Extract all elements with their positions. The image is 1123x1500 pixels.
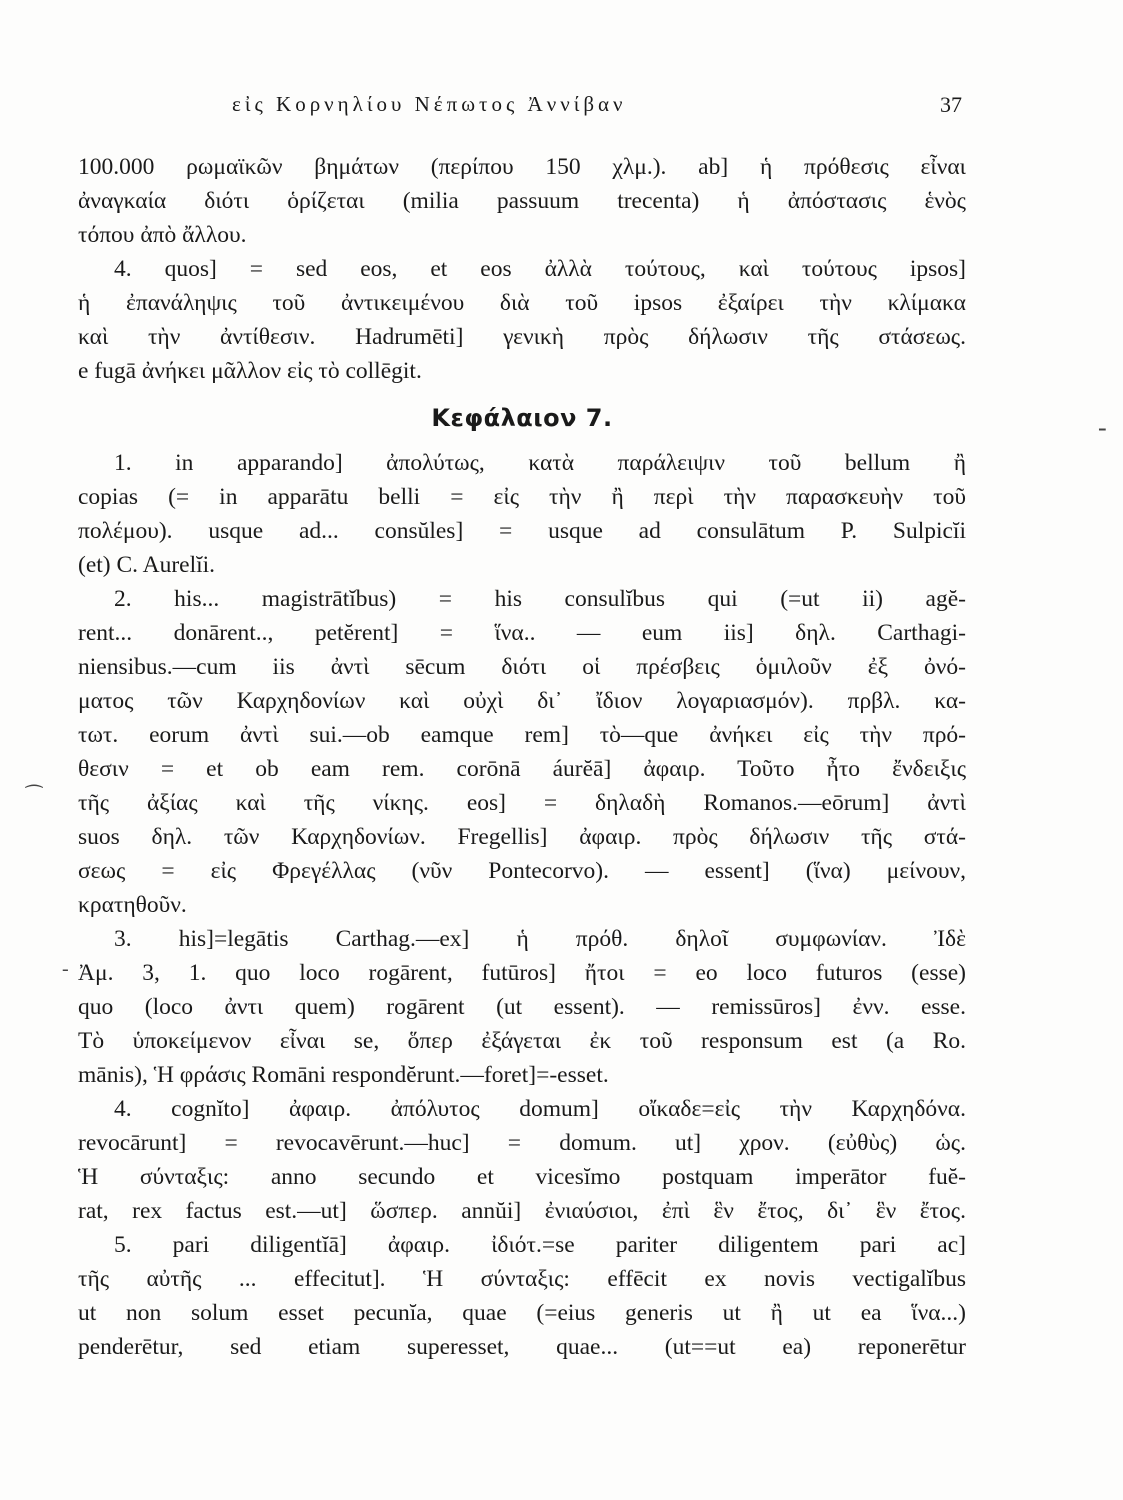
- text-line: 4. cognĭto] ἀφαιρ. ἀπόλυτος domum] οἴκαδε=εἰς τὴν Καρχηδόνα.: [114, 1096, 966, 1122]
- text-line: κρατηθοῦν.: [78, 892, 187, 918]
- text-line: rat, rex factus est.—ut] ὥσπερ. annŭi] ἐνιαύσιοι, ἐπὶ ἓν ἔτος, δι᾽ ἓν ἔτος.: [78, 1198, 966, 1224]
- margin-mark: ⁀: [26, 786, 43, 808]
- text-line: penderētur, sed etiam superesset, quae... (ut==ut ea) reponerētur: [78, 1334, 966, 1360]
- text-line: ἀναγκαία διότι ὁρίζεται (milia passuum trecenta) ἡ ἀπόστασις ἑνὸς: [78, 188, 966, 214]
- commentary-text: [78, 150, 966, 1364]
- text-line: ματος τῶν Καρχηδονίων καὶ οὐχὶ δι᾽ ἴδιον λογαριασμόν). πρβλ. κα-: [78, 688, 966, 714]
- margin-mark: -: [1098, 413, 1107, 442]
- text-line: Ἀμ. 3, 1. quo loco rogārent, futūros] ἤτοι = eo loco futuros (esse): [78, 960, 966, 986]
- text-line: rent... donārent.., petĕrent] = ἵνα.. — eum iis] δηλ. Carthagi-: [78, 620, 966, 646]
- text-line: revocārunt] = revocavērunt.—huc] = domum. ut] χρον. (εὐθὺς) ὡς.: [78, 1130, 966, 1156]
- margin-mark: -: [62, 958, 69, 980]
- chapter-heading: Κεφάλαιον 7.: [431, 404, 613, 432]
- text-line: (et) C. Aurelĭi.: [78, 552, 216, 578]
- text-line: 100.000 ρωμαϊκῶν βημάτων (περίπου 150 χλμ.). ab] ἡ πρόθεσις εἶναι: [78, 154, 966, 180]
- text-line: πολέμου). usque ad... consŭles] = usque ad consulātum P. Sulpicĭi: [78, 518, 966, 544]
- text-line: καὶ τὴν ἀντίθεσιν. Hadrumēti] γενικὴ πρὸς δήλωσιν τῆς στάσεως.: [78, 324, 966, 350]
- text-line: 2. his... magistrātĭbus) = his consulĭbus qui (=ut ii) agĕ-: [114, 586, 966, 612]
- text-line: τῆς ἀξίας καὶ τῆς νίκης. eos] = δηλαδὴ Romanos.—eōrum] ἀντὶ: [78, 790, 966, 816]
- running-header: [232, 92, 962, 122]
- text-line: τόπου ἀπὸ ἄλλου.: [78, 222, 247, 248]
- text-line: Ἡ σύνταξις: anno secundo et vicesĭmo postquam imperātor fuĕ-: [78, 1164, 966, 1190]
- header-title: εἰς Κορνηλίου Νέπωτος Ἀννίβαν: [232, 92, 627, 116]
- text-line: Τὸ ὑποκείμενον εἶναι se, ὅπερ ἐξάγεται ἐκ τοῦ responsum est (a Ro.: [78, 1028, 966, 1054]
- text-line: e fugā ἀνήκει μᾶλλον εἰς τὸ collēgit.: [78, 358, 422, 384]
- text-line: ut non solum esset pecunĭa, quae (=eius generis ut ἢ ut ea ἵνα...): [78, 1300, 966, 1326]
- text-line: quo (loco ἀντι quem) rogārent (ut essent). — remissūros] ἐνν. esse.: [78, 994, 966, 1020]
- page-number: 37: [940, 92, 962, 117]
- text-line: 5. pari diligentĭā] ἀφαιρ. ἰδιότ.=se pariter diligentem pari ac]: [114, 1232, 966, 1258]
- text-line: copias (= in apparātu belli = εἰς τὴν ἢ περὶ τὴν παρασκευὴν τοῦ: [78, 484, 966, 510]
- text-line: ἡ ἐπανάληψις τοῦ ἀντικειμένου διὰ τοῦ ipsos ἐξαίρει τὴν κλίμακα: [78, 290, 966, 316]
- text-line: 3. his]=legātis Carthag.—ex] ἡ πρόθ. δηλοῖ συμφωνίαν. Ἰδὲ: [114, 926, 966, 952]
- text-line: σεως = εἰς Φρεγέλλας (νῦν Pontecorvo). — essent] (ἵνα) μείνουν,: [78, 858, 966, 884]
- text-line: niensibus.—cum iis ἀντὶ sēcum διότι οἱ πρέσβεις ὁμιλοῦν ἐξ ὀνό-: [78, 654, 966, 680]
- text-line: 4. quos] = sed eos, et eos ἀλλὰ τούτους, καὶ τούτους ipsos]: [114, 256, 966, 282]
- text-line: mānis), Ἡ φράσις Romāni respondĕrunt.—foret]=-esset.: [78, 1062, 609, 1088]
- text-line: τωτ. eorum ἀντὶ sui.—ob eamque rem] τὸ—que ἀνήκει εἰς τὴν πρό-: [78, 722, 966, 748]
- text-line: τῆς αὐτῆς ... effecitut]. Ἡ σύνταξις: effēcit ex novis vectigalĭbus: [78, 1266, 966, 1292]
- text-line: θεσιν = et ob eam rem. corōnā áurĕā] ἀφαιρ. Τοῦτο ἦτο ἔνδειξις: [78, 756, 966, 782]
- text-line: 1. in apparando] ἀπολύτως, κατὰ παράλειψιν τοῦ bellum ἢ: [114, 450, 966, 476]
- text-line: suos δηλ. τῶν Καρχηδονίων. Fregellis] ἀφαιρ. πρὸς δήλωσιν τῆς στά-: [78, 824, 966, 850]
